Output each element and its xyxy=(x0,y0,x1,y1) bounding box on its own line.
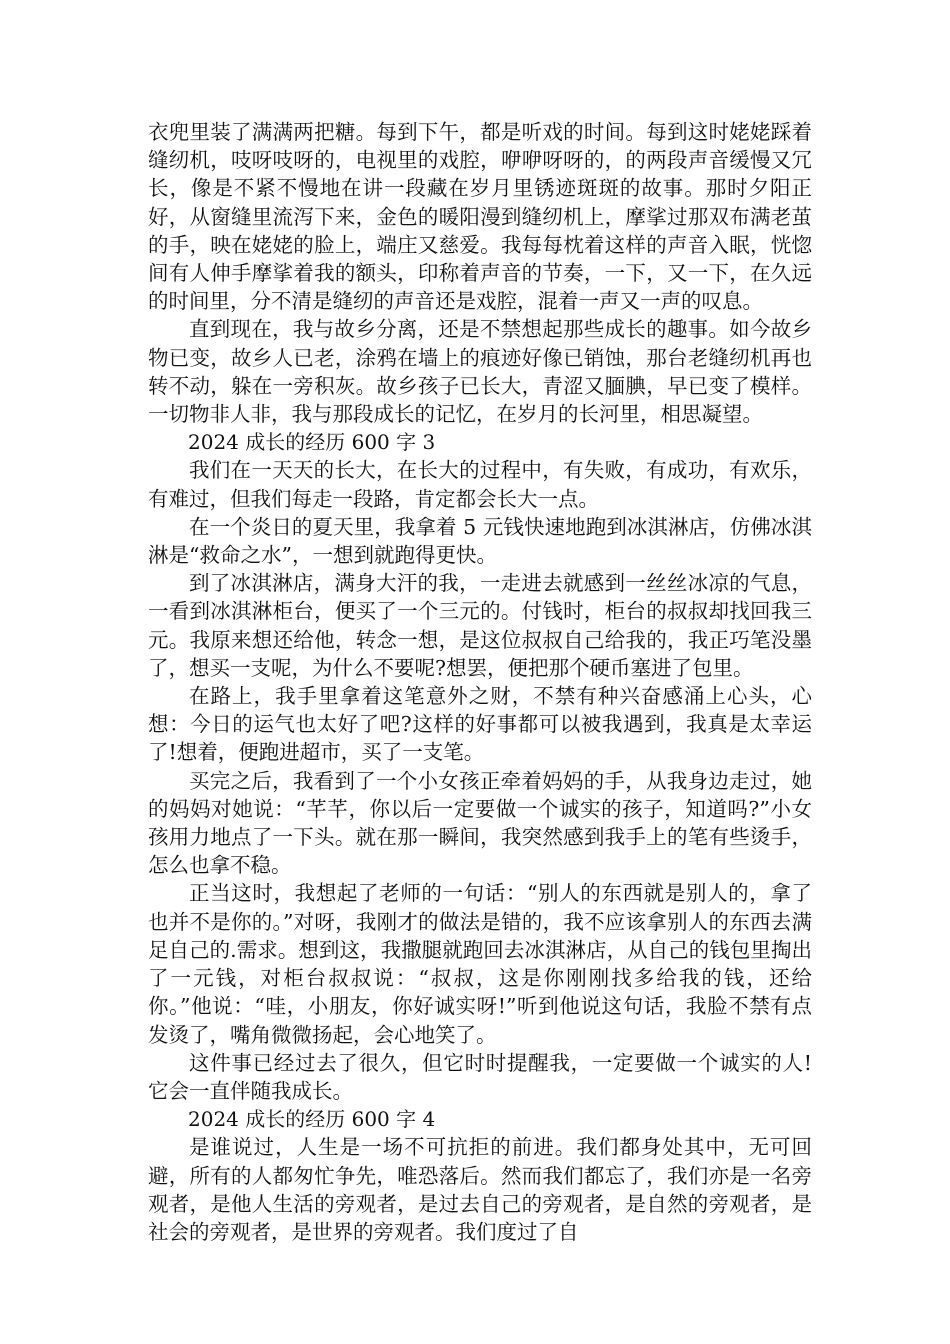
paragraph: 这件事已经过去了很久，但它时时提醒我，一定要做一个诚实的人!它会一直伴随我成长。 xyxy=(148,1050,812,1103)
paragraph: 我们在一天天的长大，在长大的过程中，有失败，有成功，有欢乐，有难过，但我们每走一段路，肯定都会长大一点。 xyxy=(148,458,812,511)
document-page xyxy=(148,118,812,1246)
paragraph-continuation: 衣兜里装了满满两把糖。每到下午，都是听戏的时间。每到这时姥姥踩着缝纫机，吱呀吱呀的，电视里的戏腔，咿咿呀呀的，的两段声音缓慢又冗长，像是不紧不慢地在讲一段藏在岁月里锈迹斑斑的故事。那时夕阳正好，从窗缝里流泻下来，金色的暖阳漫到缝纫机上，摩挲过那双布满老茧的手，映在姥姥的脸上，端庄又慈爱。我每每枕着这样的声音入眠，恍惚间有人伸手摩挲着我的额头，印称着声音的节奏，一下，又一下，在久远的时间里，分不清是缝纫的声音还是戏腔，混着一声又一声的叹息。 xyxy=(148,120,812,314)
paragraph: 是谁说过，人生是一场不可抗拒的前进。我们都身处其中，无可回避，所有的人都匆忙争先，唯恐落后。然而我们都忘了，我们亦是一名旁观者，是他人生活的旁观者，是过去自己的旁观者，是自然的旁观者，是社会的旁观者，是世界的旁观者。我们度过了自 xyxy=(148,1135,812,1244)
paragraph: 直到现在，我与故乡分离，还是不禁想起那些成长的趣事。如今故乡物已变，故乡人已老，涂鸦在墙上的痕迹好像已销蚀，那台老缝纫机再也转不动，躲在一旁积灰。故乡孩子已长大，青涩又腼腆，早已变了模样。一切物非人非，我与那段成长的记忆，在岁月的长河里，相思凝望。 xyxy=(148,317,812,427)
paragraph: 在一个炎日的夏天里，我拿着 5 元钱快速地跑到冰淇淋店，仿佛冰淇淋是“救命之水”，一想到就跑得更快。 xyxy=(148,514,812,568)
paragraph: 到了冰淇淋店，满身大汗的我，一走进去就感到一丝丝冰凉的气息，一看到冰淇淋柜台，便买了一个三元的。付钱时，柜台的叔叔却找回我三元。我原来想还给他，转念一想，是这位叔叔自己给我的，我正巧笔没墨了，想买一支呢，为什么不要呢?想罢，便把那个硬币塞进了包里。 xyxy=(148,571,812,680)
paragraph: 在路上，我手里拿着这笔意外之财，不禁有种兴奋感涌上心头，心想：今日的运气也太好了吧?这样的好事都可以被我遇到，我真是太幸运了!想着，便跑进超市，买了一支笔。 xyxy=(148,684,812,765)
paragraph: 买完之后，我看到了一个小女孩正牵着妈妈的手，从我身边走过，她的妈妈对她说：“芊芊，你以后一定要做一个诚实的孩子，知道吗?”小女孩用力地点了一下头。就在那一瞬间，我突然感到我手上的笔有些烫手，怎么也拿不稳。 xyxy=(148,768,812,878)
paragraph: 正当这时，我想起了老师的一句话：“别人的东西就是别人的，拿了也并不是你的。”对呀，我刚才的做法是错的，我不应该拿别人的东西去满足自己的.需求。想到这，我撒腿就跑回去冰淇淋店，从自己的钱包里掏出了一元钱，对柜台叔叔说：“叔叔，这是你刚刚找多给我的钱，还给你。”他说：“哇，小朋友，你好诚实呀!”听到他说这句话，我脸不禁有点发烫了，嘴角微微扬起，会心地笑了。 xyxy=(148,881,812,1047)
section-heading: 2024 成长的经历 600 字 4 xyxy=(188,1107,436,1132)
section-heading: 2024 成长的经历 600 字 3 xyxy=(188,430,436,455)
